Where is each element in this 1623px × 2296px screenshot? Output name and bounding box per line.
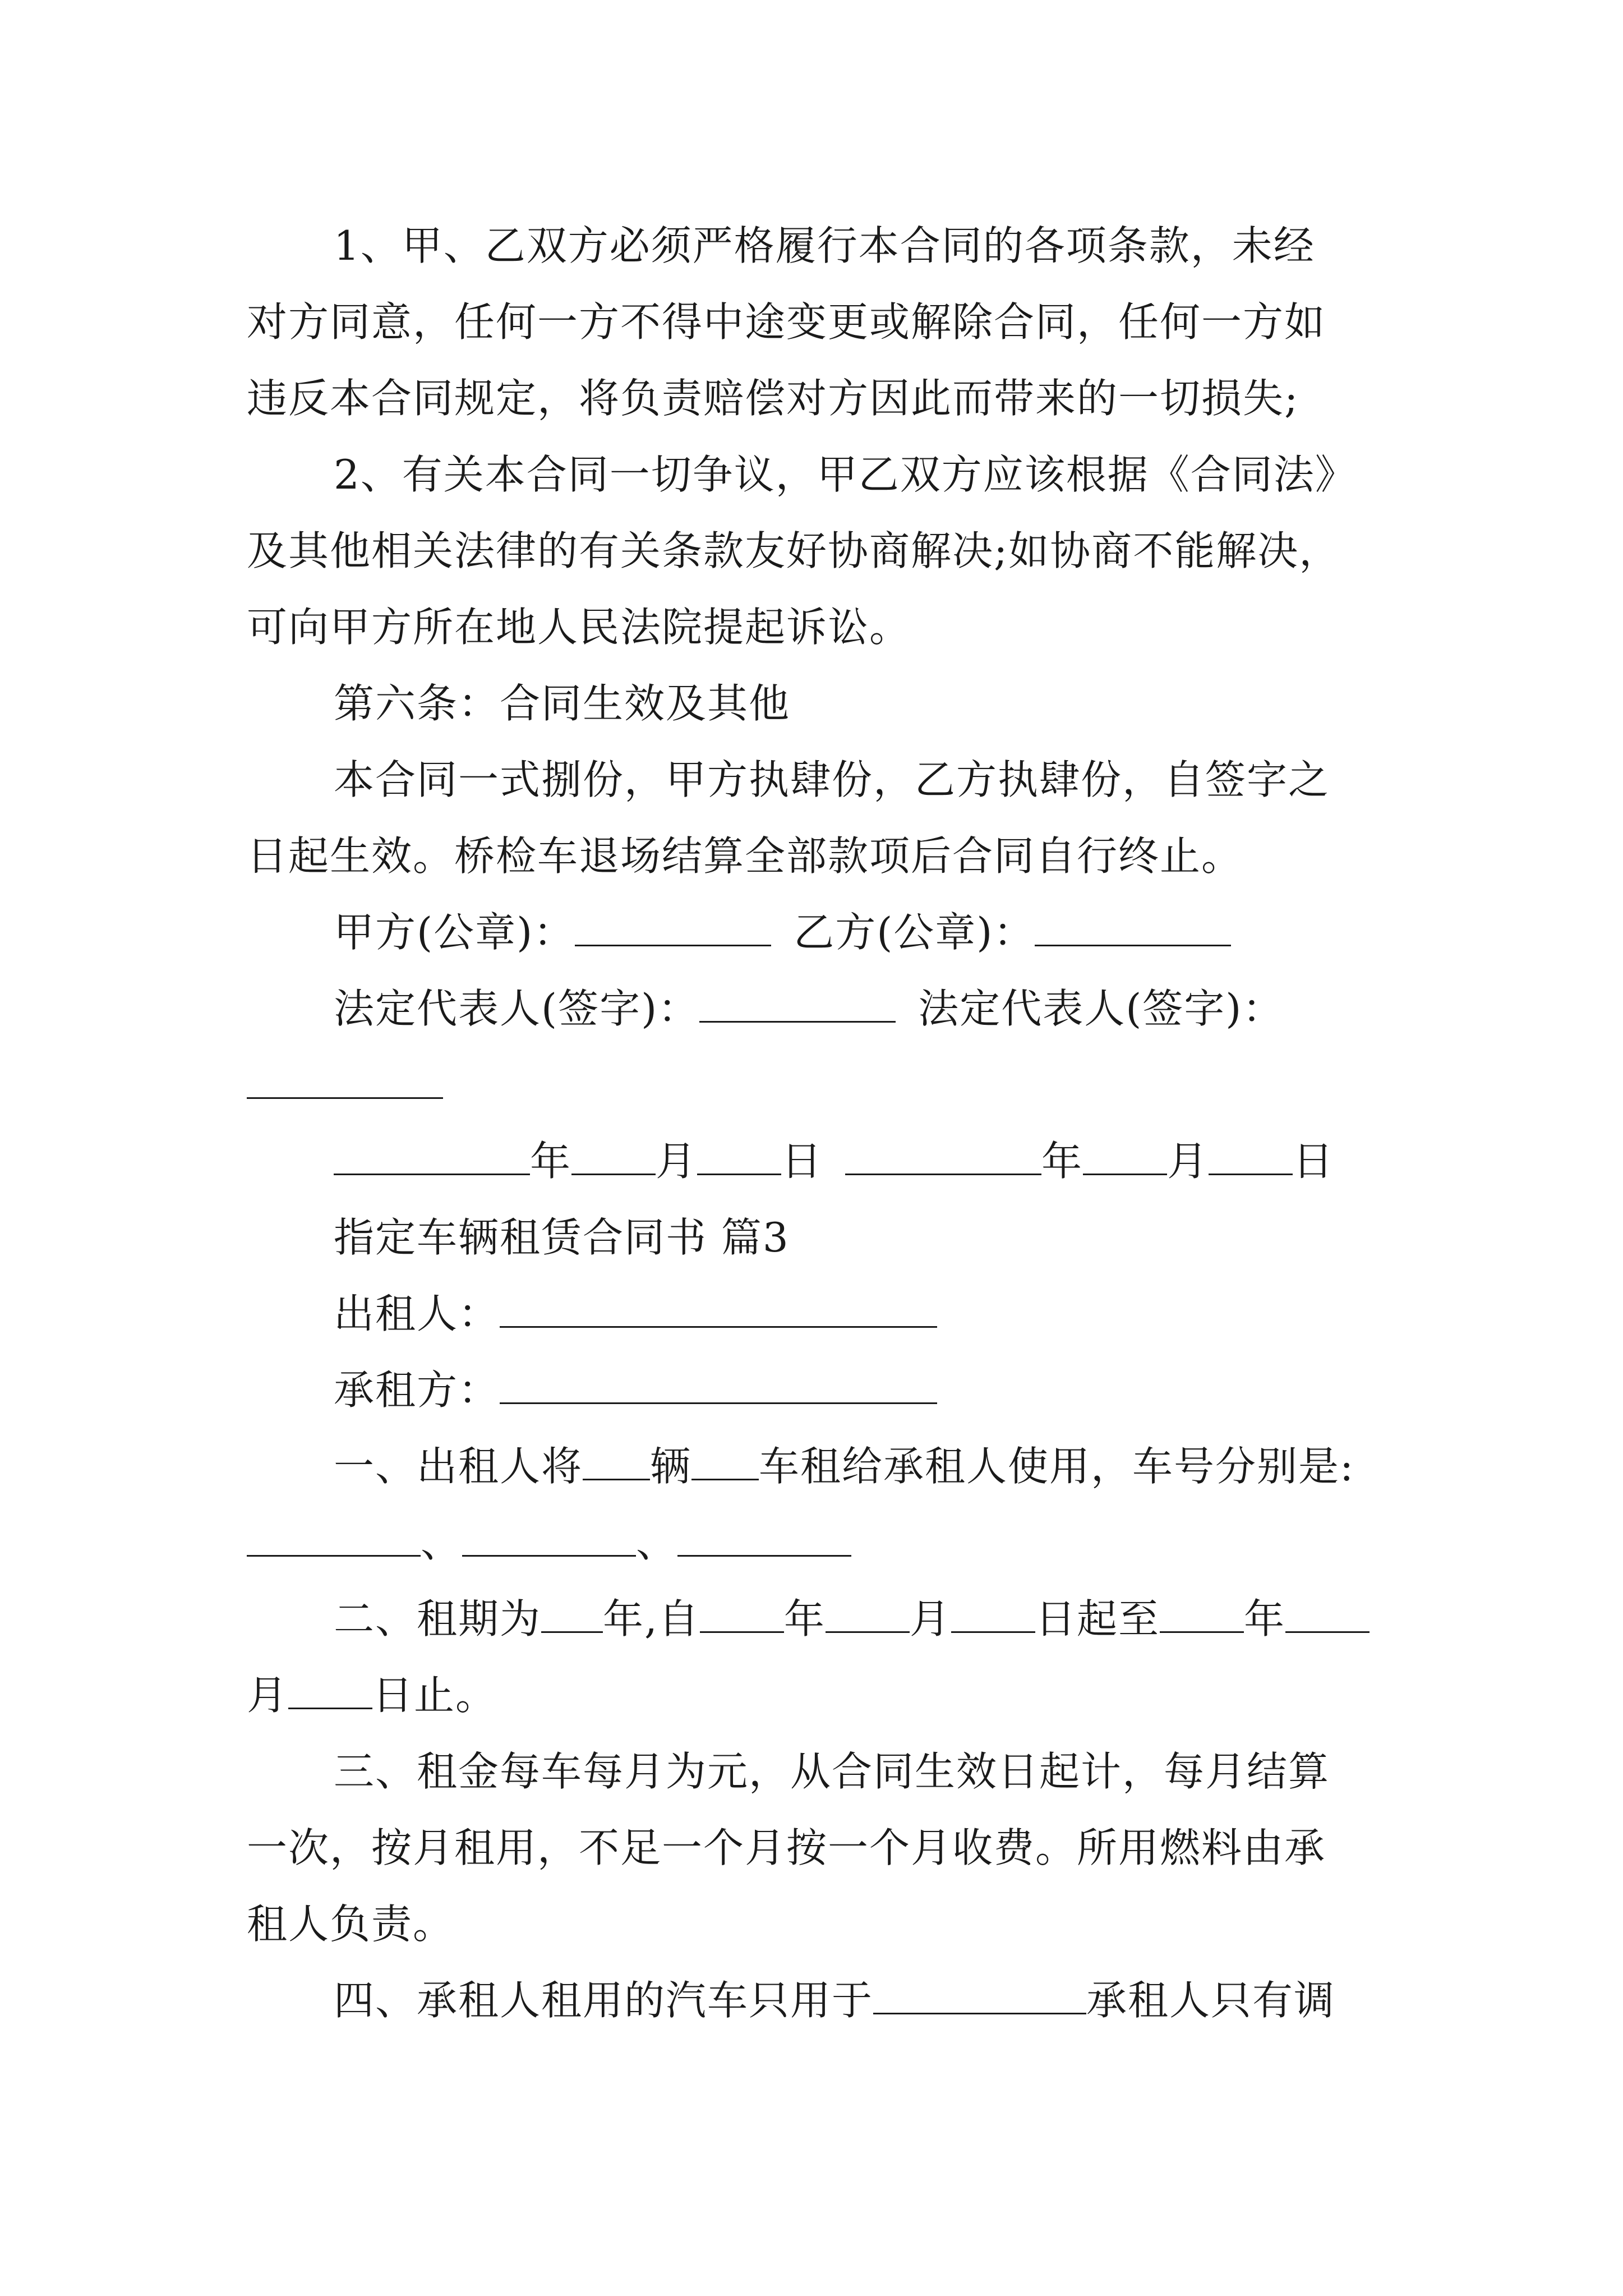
item2-text-d: 月 [909,1595,951,1642]
plate-blank-3 [677,1521,851,1557]
item2-line2 [247,1657,1385,1733]
clause1-line3: 违反本合同规定，将负责赔偿对方因此而带来的一切损失; [247,375,1299,422]
lessor-label: 出租人： [334,1290,500,1337]
clause2-line3: 可向甲方所在地人民法院提起诉讼。 [247,604,911,651]
date-a-month-label: 月 [656,1138,698,1185]
date-a-month-blank [571,1140,656,1175]
start-month-blank [826,1598,910,1633]
plate-blank-1 [247,1521,421,1557]
item1-type-blank [691,1445,759,1480]
start-day-blank [951,1598,1035,1633]
item3-line2: 一次，按月租用，不足一个月按一个月收费。所用燃料由承 [247,1824,1326,1871]
date-a-year-label: 年 [530,1138,572,1185]
item1-line1 [247,1428,1385,1504]
clause1-line2: 对方同意，任何一方不得中途变更或解除合同，任何一方如 [247,298,1326,346]
item2-text-b: 年,自 [603,1595,700,1642]
end-day-blank [288,1674,372,1709]
document-page [247,208,1385,2039]
item1-text-c: 车租给承租人使用，车号分别是: [759,1443,1355,1490]
item4-text-b: 承租人只有调 [1086,1977,1336,2024]
rep-b-blank [247,1064,443,1099]
rep-b-label: 法定代表人(签字)： [918,985,1284,1032]
representative-row [247,970,1385,1047]
date-a-day-label: 日 [781,1138,823,1185]
party-b-seal-blank [1035,911,1231,946]
item4-text-a: 四、承租人租用的汽车只用于 [334,1977,874,2024]
item2-text-f: 年 [1243,1595,1285,1642]
date-row [247,1123,1385,1199]
lessor-blank [500,1292,937,1328]
start-year-blank [700,1598,784,1633]
plate-sep-2: 、 [636,1519,678,1566]
seal-row [247,894,1385,970]
item2-text-e: 日起至 [1035,1595,1160,1642]
date-b-day-label: 日 [1293,1138,1335,1185]
date-b-year-label: 年 [1041,1138,1083,1185]
usage-blank [873,1979,1086,2014]
clause2-line2: 及其他相关法律的有关条款友好协商解决;如协商不能解决， [247,527,1341,574]
item2-text-h: 日止。 [372,1672,497,1719]
article6-line1: 本合同一式捌份，甲方执肆份，乙方执肆份，自签字之 [334,756,1330,803]
party-b-seal-label: 乙方(公章)： [794,909,1035,956]
lessee-row [247,1352,1385,1428]
term-years-blank [541,1598,603,1633]
date-b-day-blank [1209,1140,1293,1175]
lessee-blank [500,1369,937,1404]
end-year-blank [1160,1598,1244,1633]
party-a-seal-blank [575,911,771,946]
item4-line1 [247,1962,1385,2039]
date-a-day-blank [697,1140,781,1175]
item1-count-blank [583,1445,650,1480]
party-a-seal-label: 甲方(公章)： [334,909,575,956]
item2-text-c: 年 [783,1595,826,1642]
end-month-blank [1285,1598,1370,1633]
item1-line2 [247,1504,1385,1581]
date-b-year-blank [845,1140,1041,1175]
item2-line1 [247,1581,1385,1657]
lessee-label: 承租方： [334,1366,500,1414]
item1-text-a: 一、出租人将 [334,1443,583,1490]
article6-line2: 日起生效。桥检车退场结算全部款项后合同自行终止。 [247,832,1243,880]
clause2-line1: 2、有关本合同一切争议，甲乙双方应该根据《合同法》 [334,451,1357,498]
date-b-month-label: 月 [1167,1138,1209,1185]
lessor-row [247,1276,1385,1352]
item3-line3: 租人负责。 [247,1901,455,1948]
item1-text-b: 辆 [650,1443,692,1490]
contract3-title: 指定车辆租赁合同书 篇3 [334,1214,790,1261]
item2-text-g: 月 [247,1672,289,1719]
clause1-line1: 1、甲、乙双方必须严格履行本合同的各项条款，未经 [334,222,1315,269]
date-b-month-blank [1083,1140,1167,1175]
item2-text-a: 二、租期为 [334,1595,542,1642]
rep-a-label: 法定代表人(签字)： [334,985,700,1032]
article6-heading: 第六条：合同生效及其他 [334,680,791,727]
plate-sep-1: 、 [421,1519,463,1566]
rep-a-blank [699,987,896,1023]
date-a-year-blank [334,1140,530,1175]
plate-blank-2 [462,1521,636,1557]
rep-b-blank-row [247,1047,1385,1123]
item3-line1: 三、租金每车每月为元，从合同生效日起计，每月结算 [334,1748,1330,1795]
